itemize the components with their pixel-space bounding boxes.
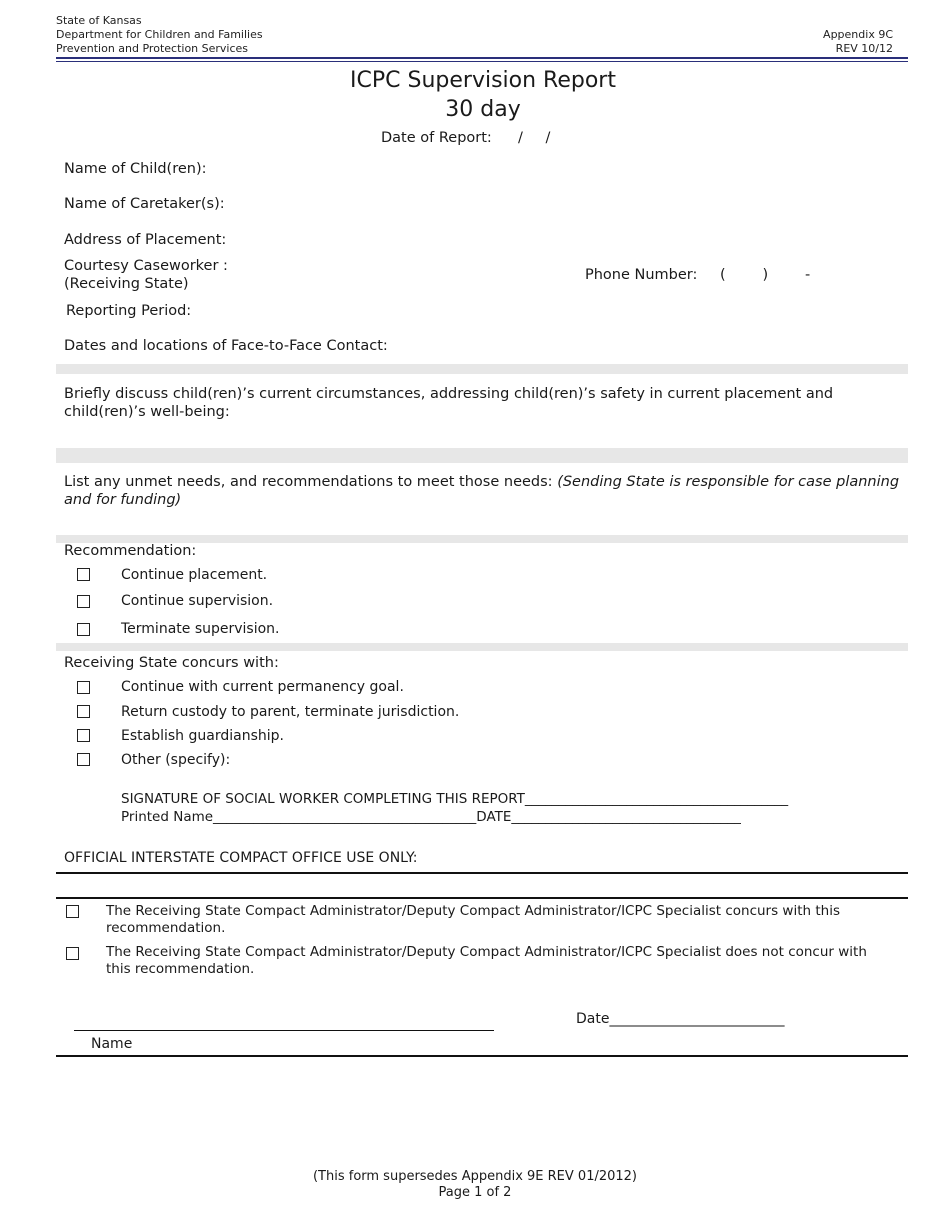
concur-admin-line1: The Receiving State Compact Administrator/Deputy Compact Administrator/ICPC Specialist concurs with this (106, 903, 840, 919)
caseworker-label-line1: Courtesy Caseworker : (64, 258, 228, 274)
date-of-report-label: Date of Report: (381, 130, 492, 146)
terminate-supervision-checkbox[interactable] (77, 623, 90, 636)
discuss-prompt (64, 385, 833, 421)
phone-field[interactable]: ( ) - (720, 267, 811, 283)
section-band (56, 364, 908, 374)
footer (0, 1169, 950, 1201)
official-name-label: Name (91, 1036, 133, 1052)
discuss-line1: Briefly discuss child(ren)’s current circumstances, addressing child(ren)’s safety in current placement and (64, 386, 834, 402)
name-signature-line[interactable] (74, 1030, 494, 1031)
section-band (56, 643, 908, 651)
continue-placement-label: Continue placement. (121, 567, 268, 583)
title-line1: ICPC Supervision Report (350, 68, 616, 93)
title-line2: 30 day (445, 97, 521, 122)
agency-state: State of Kansas (56, 14, 142, 27)
guardianship-label: Establish guardianship. (121, 728, 284, 744)
agency-department: Department for Children and Families (56, 28, 263, 41)
unmet-needs-prompt (64, 473, 904, 509)
date-of-report-value[interactable]: / / (518, 130, 551, 146)
signature-line[interactable]: SIGNATURE OF SOCIAL WORKER COMPLETING THIS REPORT_______________________________________ (121, 791, 789, 807)
official-box-rule (56, 897, 908, 899)
unmet-note: (Sending State is responsible for case planning (557, 474, 900, 490)
face-to-face-label: Dates and locations of Face-to-Face Contact: (64, 338, 388, 354)
signature-block (121, 790, 788, 826)
caretaker-name-label: Name of Caretaker(s): (64, 196, 225, 212)
page-number: Page 1 of 2 (438, 1185, 512, 1200)
continue-supervision-label: Continue supervision. (121, 593, 274, 609)
caseworker-label-line2: (Receiving State) (64, 276, 189, 292)
return-custody-checkbox[interactable] (77, 705, 90, 718)
reporting-period-label: Reporting Period: (66, 303, 192, 319)
header-rule-thin (56, 61, 908, 62)
permanency-goal-label: Continue with current permanency goal. (121, 679, 404, 695)
terminate-supervision-label: Terminate supervision. (121, 621, 280, 637)
permanency-goal-checkbox[interactable] (77, 681, 90, 694)
official-use-label: OFFICIAL INTERSTATE COMPACT OFFICE USE ONLY: (64, 850, 418, 866)
notconcur-admin-text (106, 944, 867, 978)
concur-admin-text (106, 903, 840, 937)
notconcur-admin-checkbox[interactable] (66, 947, 79, 960)
return-custody-label: Return custody to parent, terminate jurisdiction. (121, 704, 460, 720)
header-rule-thick (56, 57, 908, 59)
recommendation-label: Recommendation: (64, 543, 197, 559)
notconcur-admin-line2: this recommendation. (106, 961, 255, 977)
other-checkbox[interactable] (77, 753, 90, 766)
appendix-header (823, 28, 893, 56)
continue-placement-checkbox[interactable] (77, 568, 90, 581)
unmet-main: List any unmet needs, and recommendations to meet those needs: (64, 474, 553, 490)
unmet-note-cont: and for funding) (64, 492, 182, 508)
agency-division: Prevention and Protection Services (56, 42, 249, 55)
official-top-rule (56, 872, 908, 874)
official-bottom-rule (56, 1055, 908, 1057)
agency-header (56, 14, 263, 56)
guardianship-checkbox[interactable] (77, 729, 90, 742)
child-name-label: Name of Child(ren): (64, 161, 207, 177)
discuss-line2: child(ren)’s well-being: (64, 404, 230, 420)
appendix-number: Appendix 9C (823, 28, 893, 41)
revision-number: REV 10/12 (835, 42, 893, 55)
concur-admin-checkbox[interactable] (66, 905, 79, 918)
supersedes-note: (This form supersedes Appendix 9E REV 01/2012) (312, 1169, 638, 1184)
other-label: Other (specify): (121, 752, 231, 768)
concur-label: Receiving State concurs with: (64, 655, 279, 671)
continue-supervision-checkbox[interactable] (77, 595, 90, 608)
phone-label: Phone Number: (585, 267, 698, 283)
official-date-field[interactable]: Date_________________________ (576, 1011, 785, 1027)
concur-admin-line2: recommendation. (106, 920, 226, 936)
section-band (56, 448, 908, 463)
notconcur-admin-line1: The Receiving State Compact Administrator/Deputy Compact Administrator/ICPC Specialist does not concur with (106, 944, 867, 960)
caseworker-label (64, 257, 228, 293)
page-title (0, 66, 950, 124)
address-label: Address of Placement: (64, 232, 227, 248)
printed-name-date-line[interactable]: Printed Name_______________________________________DATE__________________________________ (121, 809, 741, 825)
